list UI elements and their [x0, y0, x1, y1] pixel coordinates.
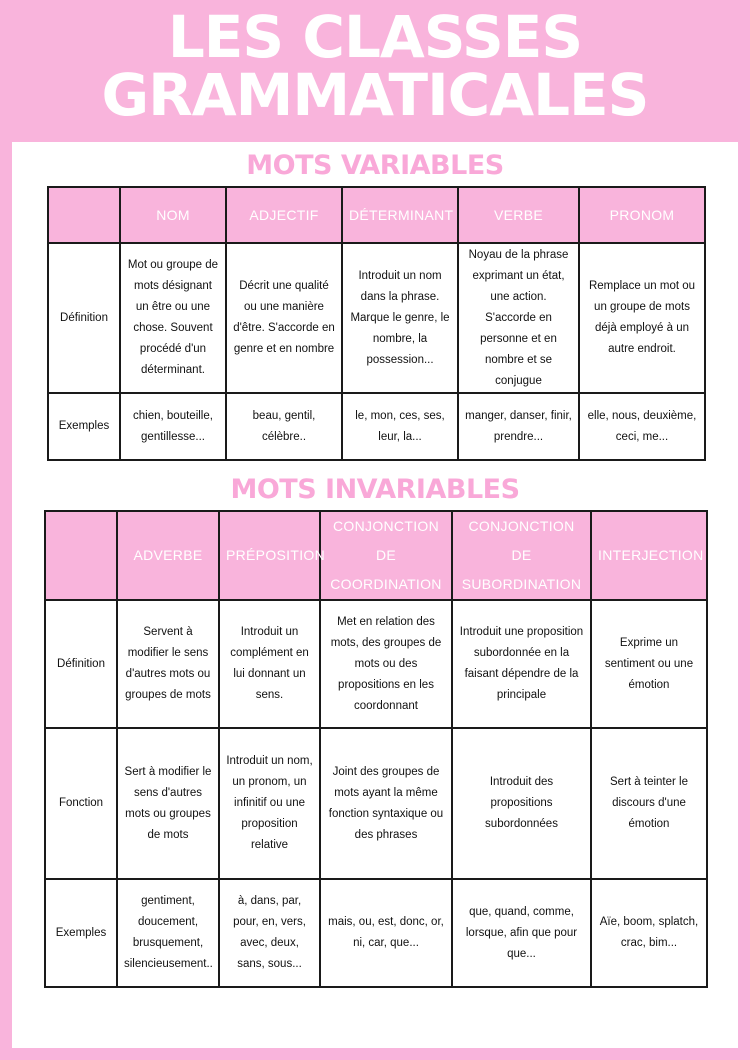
row-label-definition: Définition	[45, 600, 117, 728]
cell-adverbe-exemples: gentiment, doucement, brusquement, silencieusement..	[117, 879, 219, 987]
page-title-line-1: LES CLASSES	[167, 3, 583, 71]
cell-subordination-exemples: que, quand, comme, lorsque, afin que pour que...	[452, 879, 591, 987]
row-label-exemples: Exemples	[48, 393, 120, 460]
cell-determinant-exemples: le, mon, ces, ses, leur, la...	[342, 393, 458, 460]
table-row-definition	[45, 600, 707, 728]
cell-coordination-fonction: Joint des groupes de mots ayant la même fonction syntaxique ou des phrases	[320, 728, 452, 879]
header-conjonction-subordination: CONJONCTION DE SUBORDINATION	[452, 511, 591, 600]
header-determinant: DÉTERMINANT	[342, 187, 458, 243]
cell-adjectif-exemples: beau, gentil, célèbre..	[226, 393, 342, 460]
page-title-line-2: GRAMMATICALES	[101, 61, 649, 129]
header-adverbe: ADVERBE	[117, 511, 219, 600]
header-adjectif: ADJECTIF	[226, 187, 342, 243]
cell-subordination-definition: Introduit une proposition subordonnée en la faisant dépendre de la principale	[452, 600, 591, 728]
cell-interjection-fonction: Sert à teinter le discours d'une émotion	[591, 728, 707, 879]
header-corner-cell	[48, 187, 120, 243]
cell-adjectif-definition: Décrit une qualité ou une manière d'être. S'accorde en genre et en nombre	[226, 243, 342, 393]
cell-subordination-fonction: Introduit des propositions subordonnées	[452, 728, 591, 879]
cell-coordination-definition: Met en relation des mots, des groupes de mots ou des propositions en les coordonnant	[320, 600, 452, 728]
cell-nom-definition: Mot ou groupe de mots désignant un être ou une chose. Souvent procédé d'un déterminant.	[120, 243, 226, 393]
cell-verbe-exemples: manger, danser, finir, prendre...	[458, 393, 579, 460]
table-row-exemples	[45, 879, 707, 987]
table-row-fonction	[45, 728, 707, 879]
cell-nom-exemples: chien, bouteille, gentillesse...	[120, 393, 226, 460]
row-label-definition: Définition	[48, 243, 120, 393]
row-label-fonction: Fonction	[45, 728, 117, 879]
header-conjonction-coordination: CONJONCTION DE COORDINATION	[320, 511, 452, 600]
cell-coordination-exemples: mais, ou, est, donc, or, ni, car, que...	[320, 879, 452, 987]
header-nom: NOM	[120, 187, 226, 243]
section-title-invariables: MOTS INVARIABLES	[230, 474, 520, 505]
table-header-row	[48, 187, 705, 243]
row-label-exemples: Exemples	[45, 879, 117, 987]
table-row-exemples	[48, 393, 705, 460]
section-title-variables: MOTS VARIABLES	[246, 150, 504, 181]
cell-preposition-exemples: à, dans, par, pour, en, vers, avec, deux, sans, sous...	[219, 879, 320, 987]
header-preposition: PRÉPOSITION	[219, 511, 320, 600]
cell-pronom-exemples: elle, nous, deuxième, ceci, me...	[579, 393, 705, 460]
table-row-definition	[48, 243, 705, 393]
invariables-table	[44, 510, 708, 988]
cell-preposition-fonction: Introduit un nom, un pronom, un infinitif ou une proposition relative	[219, 728, 320, 879]
cell-adverbe-definition: Servent à modifier le sens d'autres mots ou groupes de mots	[117, 600, 219, 728]
cell-preposition-definition: Introduit un complément en lui donnant un sens.	[219, 600, 320, 728]
header-pronom: PRONOM	[579, 187, 705, 243]
cell-pronom-definition: Remplace un mot ou un groupe de mots déjà employé à un autre endroit.	[579, 243, 705, 393]
cell-interjection-exemples: Aïe, boom, splatch, crac, bim...	[591, 879, 707, 987]
cell-adverbe-fonction: Sert à modifier le sens d'autres mots ou groupes de mots	[117, 728, 219, 879]
variables-table	[47, 186, 706, 461]
cell-interjection-definition: Exprime un sentiment ou une émotion	[591, 600, 707, 728]
table-header-row	[45, 511, 707, 600]
cell-verbe-definition: Noyau de la phrase exprimant un état, une action. S'accorde en personne et en nombre et se conjugue	[458, 243, 579, 393]
header-interjection: INTERJECTION	[591, 511, 707, 600]
cell-determinant-definition: Introduit un nom dans la phrase. Marque le genre, le nombre, la possession...	[342, 243, 458, 393]
page-title	[0, 3, 750, 129]
header-verbe: VERBE	[458, 187, 579, 243]
header-corner-cell	[45, 511, 117, 600]
